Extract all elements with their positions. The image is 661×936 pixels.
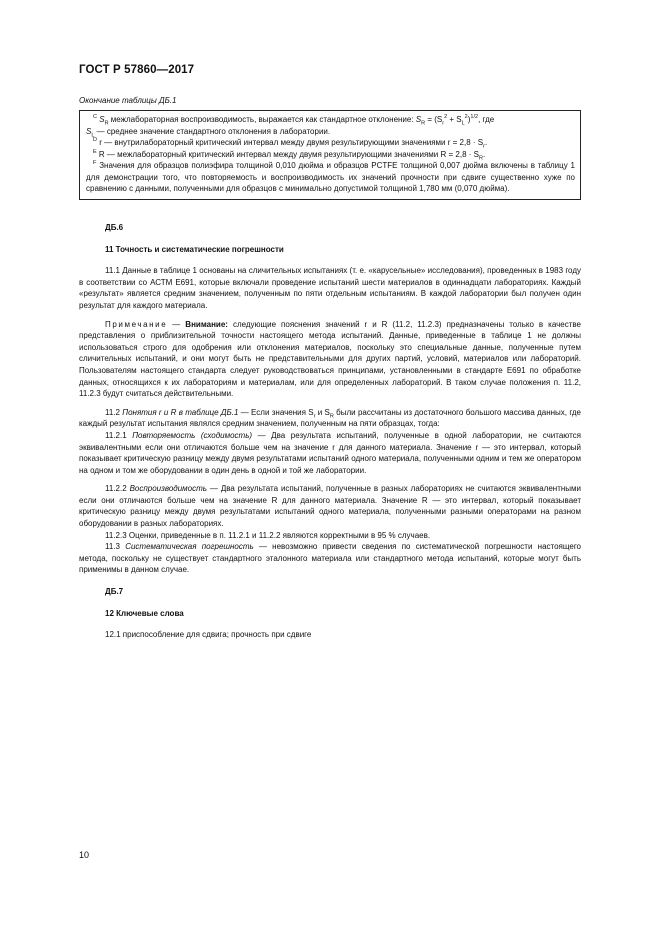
paragraph-11-2-2: 11.2.2 Воспроизводимость — Два результата испытаний, полученные в разных лабораториях не считаются эквивалентными если они отличаются больше чем на значение R для данного материала. Значение R — это интервал, который показывает критическую разницу между двумя результатами испытаний одного материала, полученными разными операторами на разном оборудовании в разных лабораториях.	[79, 484, 582, 529]
document-body	[79, 222, 582, 641]
note-paragraph: Примечание — Внимание: следующие пояснения значений r и R (11.2, 11.2.3) предназначены только в качестве представления о приблизительной точности настоящего метода испытаний. Данные, приведенные в таблице 1 не должны использоваться строго для одобрения или отклонения материалов, поскольку это специальные данные, полученные путем сличительных испытаний, и они могут быть не представительными для других партий, условий, материалов или лабораторий. Пользователям настоящего стандарта следует руководствоваться принципами, установленными в стандарте Е691 по обработке данных, относящихся к их лабораториям и материалам, или для определенных лабораторий. В таком случае положения п. 11.2, 11.2.3 будут считаться действительными.	[79, 319, 581, 399]
footnote-f: $^F$ Значения для образцов полиэфира толщиной 0,010 дюйма и образцов PCTFE толщиной 0,007 дюйма включены в таблицу 1 для демонстрации того, что повторяемость и воспроизводимость их значений прочности при сдвиге существенно хуже по сравнению с данными, полученными для образцов с минимально допустимой толщиной 1,780 мм (0,070 дюйма).	[86, 160, 575, 193]
paragraph-11-2-1: 11.2.1 Повторяемость (сходимость) — Два результата испытаний, полученные в одной лаборатории, не считаются эквивалентными если они отличаются больше чем на значение r для данного материала. Значение r — это интервал, который показывает критическую разницу между двумя результатами испытаний одного материала, полученными одним и тем же оператором на одном и том же оборудовании в один день в одной и той же лаборатории.	[79, 430, 582, 475]
footnote-e: $^E$ R — межлабораторный критический интервал между двумя результирующими значениями $R = 2,8 \cdot S_R$.	[93, 148, 486, 162]
paragraph-12-1: 12.1 приспособление для сдвига; прочность при сдвиге	[105, 630, 312, 640]
footnote-c: $^C$ $S_R$ межлабораторная воспроизводимость, выражается как стандартное отклонение: $S_R = (S_r^2 + S_L^2)^{1/2}$, где $S_L$ — среднее значение стандартного отклонения в лаборатории.	[86, 114, 495, 139]
page-number: 10	[79, 850, 90, 860]
section-11-heading: 11 Точность и систематические погрешности	[105, 244, 284, 254]
table-footnotes	[79, 110, 581, 200]
section-db7-heading: ДБ.7	[105, 587, 124, 597]
paragraph-11-1: 11.1 Данные в таблице 1 основаны на сличительных испытаниях (т. е. «карусельные» исследования), проведенных в 1983 году в соответствии со АСТМ Е691, которые включали проведение испытаний шести материалов в одиннадцати лабораториях. Каждый «результат» является средним значением, полученным по пяти отдельным испытаниям. В каждой лаборатории был получен один результат для каждого материала.	[79, 266, 581, 310]
paragraph-11-2: 11.2 Понятия r и R в таблице ДБ.1 — Если значения $S_r$ и $S_R$ были рассчитаны из достаточного большого массива данных, где каждый результат испытания являлся средним значением, полученным на пяти образцах, тогда:	[79, 407, 582, 429]
table-continuation-caption: Окончание таблицы ДБ.1	[79, 96, 177, 105]
footnote-d: $^D$ r — внутрилабораторный критический интервал между двумя результирующими значениями $r = 2,8 \cdot S_r$.	[93, 137, 488, 150]
section-db6-heading: ДБ.6	[105, 223, 124, 232]
paragraph-11-3: 11.3 Систематическая погрешность — невозможно привести сведения по систематической погрешности настоящего метода, поскольку не существует стандартного эталонного материала или стандартного метода испытаний, которые могут быть применимы в данном случае.	[79, 542, 582, 575]
paragraph-11-2-3: 11.2.3 Оценки, приведенные в п. 11.2.1 и 11.2.2 являются корректными в 95 % случаев.	[105, 530, 431, 540]
section-12-heading: 12 Ключевые слова	[105, 608, 184, 618]
document-header: ГОСТ Р 57860—2017	[79, 64, 195, 76]
